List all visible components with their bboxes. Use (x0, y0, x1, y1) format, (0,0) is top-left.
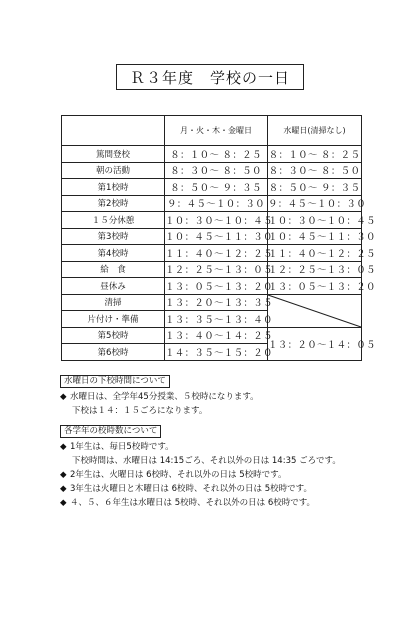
wednesday-time: １０：４５～１１：３０ (268, 228, 362, 245)
page-title: Ｒ３年度 学校の一日 (116, 64, 304, 90)
wednesday-time: １１：４０～１２：２５ (268, 245, 362, 262)
weekday-time: ８：５０～ ９：３５ (165, 179, 268, 196)
weekday-time: １３：０５～１３：２０ (165, 278, 268, 295)
table-row (62, 162, 362, 179)
weekday-time: ９：４５～１０：３０ (165, 195, 268, 212)
table-row (62, 245, 362, 262)
header-weekday: 月・火・木・金曜日 (165, 116, 268, 146)
diamond-bullet-icon: ◆ (60, 392, 67, 402)
diagonal-slash-line (268, 295, 361, 327)
weekday-time: １２：２５～１３：０５ (165, 261, 268, 278)
weekday-time: １３：３５～１３：４０ (165, 311, 268, 328)
weekday-time: １３：４０～１４：２５ (165, 327, 268, 344)
table-row (62, 228, 362, 245)
period-name: 第2校時 (62, 195, 165, 212)
weekday-time: １０：３０～１０：４５ (165, 212, 268, 229)
note-text: 水曜日は、全学年45分授業、５校時になります。 (70, 392, 259, 402)
note-line (60, 454, 390, 468)
wednesday-time: ８：５０～ ９：３５ (268, 179, 362, 196)
wednesday-time: １３：２０～１４：０５ (268, 327, 362, 360)
period-name: 第4校時 (62, 245, 165, 262)
period-name: 朝の活動 (62, 162, 165, 179)
table-row (62, 327, 362, 344)
wednesday-time: ８：３０～ ８：５０ (268, 162, 362, 179)
period-name: １５分休憩 (62, 212, 165, 229)
table-row (62, 146, 362, 163)
note-line (60, 390, 390, 404)
wednesday-time: １０：３０～１０：４５ (268, 212, 362, 229)
table-row (62, 195, 362, 212)
wednesday-dismissal-heading: 水曜日の下校時間について (60, 375, 170, 388)
no-cleaning-slash-cell (268, 294, 362, 327)
weekday-time: １０：４５～１１：３０ (165, 228, 268, 245)
schedule-table (61, 115, 376, 361)
period-name: 昼休み (62, 278, 165, 295)
period-name: 片付け・準備 (62, 311, 165, 328)
weekday-time: １４：３５～１５：２０ (165, 344, 268, 361)
note-line (60, 496, 390, 510)
period-name: 第1校時 (62, 179, 165, 196)
diamond-bullet-icon: ◆ (60, 498, 67, 508)
table-row (62, 179, 362, 196)
period-name: 第3校時 (62, 228, 165, 245)
period-name: 第5校時 (62, 327, 165, 344)
period-name: 清掃 (62, 294, 165, 311)
weekday-time: ８：１０～ ８：２５ (165, 146, 268, 163)
table-row (62, 278, 362, 295)
wednesday-time: １３：０５～１３：２０ (268, 278, 362, 295)
diamond-bullet-icon: ◆ (60, 442, 67, 452)
period-name: 給 食 (62, 261, 165, 278)
table-header-row (62, 116, 362, 146)
note-text: 下校時間は、水曜日は 14:15ごろ、それ以外の日は 14:35 ごろです。 (72, 456, 341, 466)
header-wednesday: 水曜日(清掃なし) (268, 116, 362, 146)
note-text: ４、５、６年生は水曜日は 5校時、それ以外の日は 6校時です。 (70, 498, 316, 508)
note-line (60, 482, 390, 496)
note-text: 1年生は、毎日5校時です。 (70, 442, 174, 452)
notes-section (60, 374, 390, 510)
wednesday-time: １２：２５～１３：０５ (268, 261, 362, 278)
period-name: 篤間登校 (62, 146, 165, 163)
periods-per-grade-heading: 各学年の校時数について (60, 425, 161, 438)
weekday-time: ８：３０～ ８：５０ (165, 162, 268, 179)
note-text: 3年生は火曜日と木曜日は 6校時、それ以外の日は 5校時です。 (70, 484, 312, 494)
header-blank-cell (62, 116, 165, 146)
diamond-bullet-icon: ◆ (60, 470, 67, 480)
weekday-time: １３：２０～１３：３５ (165, 294, 268, 311)
diamond-bullet-icon: ◆ (60, 484, 67, 494)
note-text: 下校は１４：１５ごろになります。 (72, 406, 208, 416)
weekday-time: １１：４０～１２：２５ (165, 245, 268, 262)
period-name: 第6校時 (62, 344, 165, 361)
table-row (62, 294, 362, 311)
note-line (60, 468, 390, 482)
table-row (62, 261, 362, 278)
note-line (60, 440, 390, 454)
wednesday-time: ８：１０～ ８：２５ (268, 146, 362, 163)
wednesday-time: ９：４５～１０：３０ (268, 195, 362, 212)
note-line (60, 404, 390, 418)
note-text: 2年生は、火曜日は 6校時、それ以外の日は 5校時です。 (70, 470, 287, 480)
table-row (62, 212, 362, 229)
